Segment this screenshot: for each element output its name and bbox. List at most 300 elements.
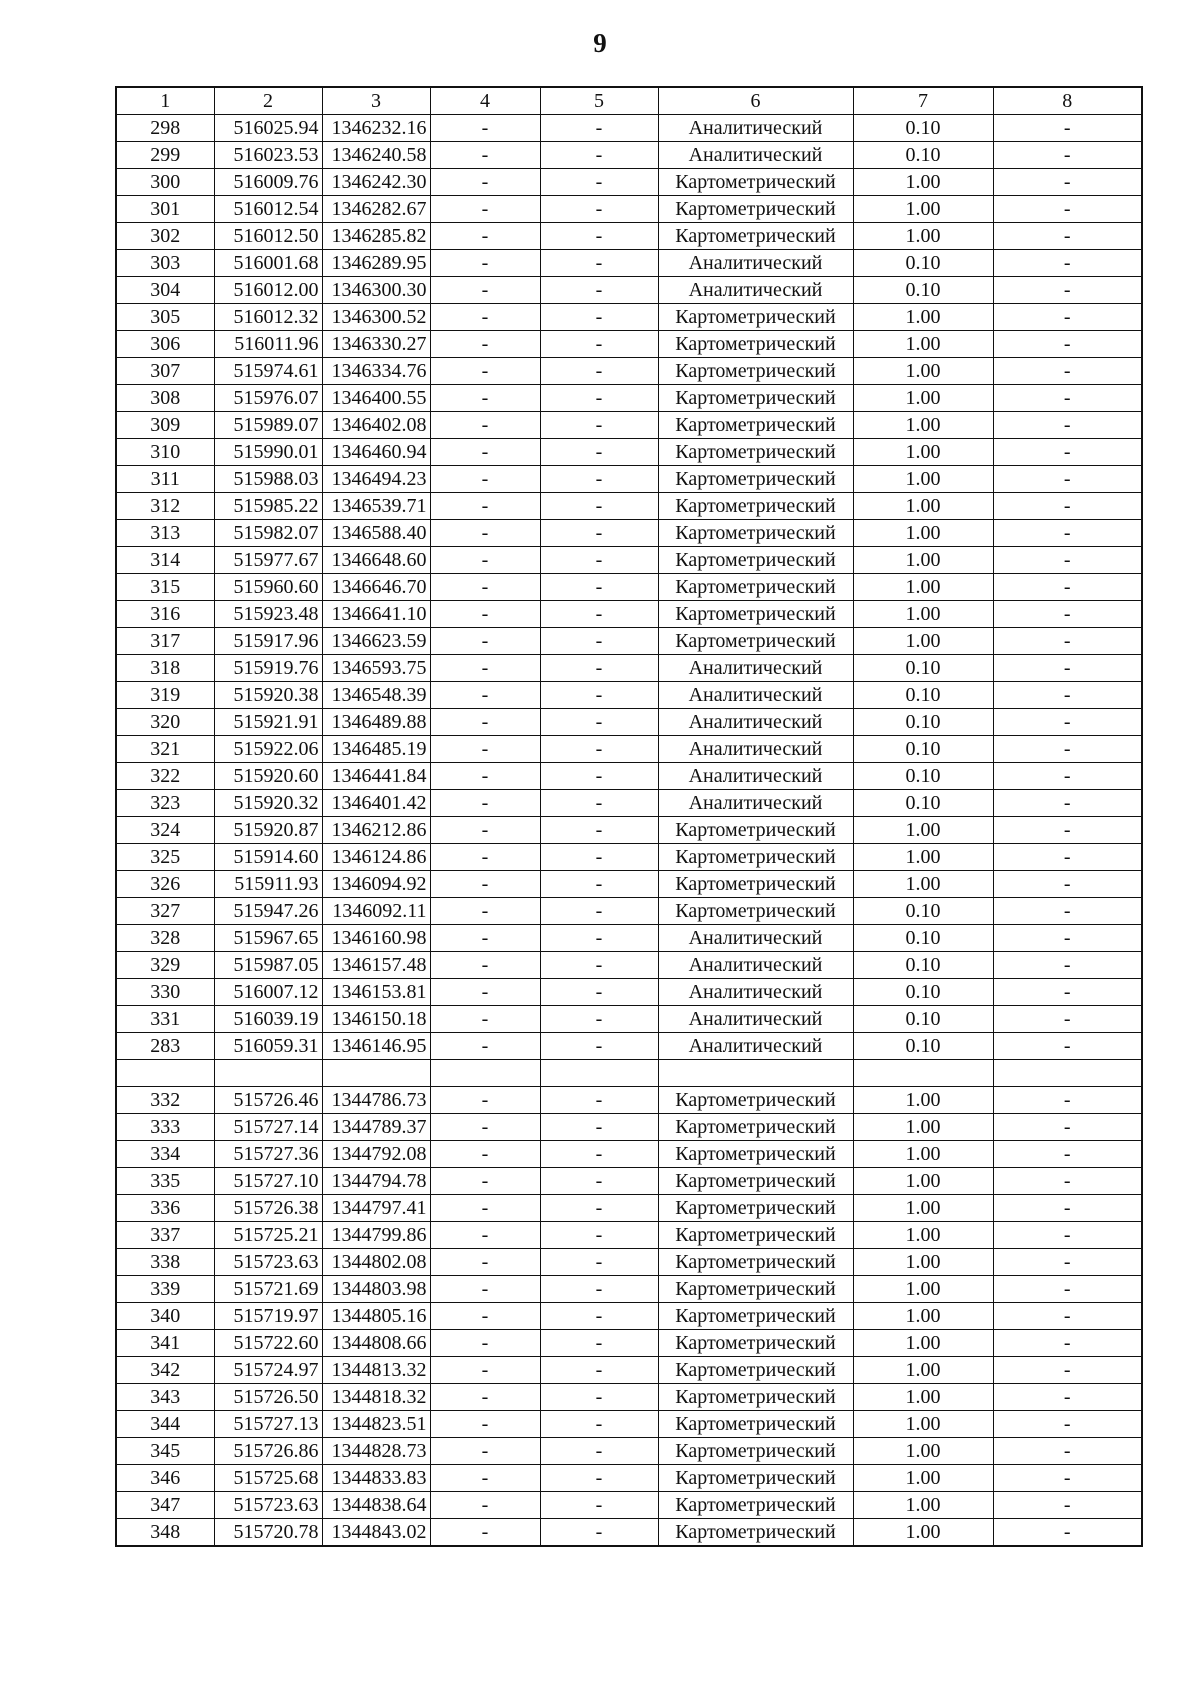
method-cell: Картометрический [658,1168,853,1195]
col5-cell: - [540,466,658,493]
col4-cell: - [430,844,540,871]
col8-cell [993,1060,1142,1087]
point-number-cell: 333 [116,1114,214,1141]
method-cell: Аналитический [658,979,853,1006]
col8-cell: - [993,385,1142,412]
accuracy-cell: 1.00 [853,628,993,655]
column-header-4: 4 [430,87,540,115]
point-number-cell: 343 [116,1384,214,1411]
x-coordinate-cell: 515726.38 [214,1195,322,1222]
method-cell: Картометрический [658,1141,853,1168]
method-cell: Картометрический [658,1330,853,1357]
col8-cell: - [993,331,1142,358]
table-row [116,331,1142,358]
x-coordinate-cell [214,1060,322,1087]
y-coordinate-cell: 1346300.52 [322,304,430,331]
table-row [116,844,1142,871]
point-number-cell: 312 [116,493,214,520]
col5-cell: - [540,304,658,331]
point-number-cell: 341 [116,1330,214,1357]
col4-cell: - [430,142,540,169]
accuracy-cell: 1.00 [853,574,993,601]
col8-cell: - [993,952,1142,979]
accuracy-cell: 1.00 [853,1465,993,1492]
method-cell: Аналитический [658,736,853,763]
col5-cell: - [540,169,658,196]
point-number-cell: 327 [116,898,214,925]
y-coordinate-cell: 1346623.59 [322,628,430,655]
point-number-cell: 298 [116,115,214,142]
x-coordinate-cell: 515723.63 [214,1249,322,1276]
accuracy-cell: 1.00 [853,1411,993,1438]
y-coordinate-cell: 1344833.83 [322,1465,430,1492]
x-coordinate-cell: 515724.97 [214,1357,322,1384]
col4-cell: - [430,1438,540,1465]
method-cell: Картометрический [658,1384,853,1411]
col8-cell: - [993,1438,1142,1465]
x-coordinate-cell: 516059.31 [214,1033,322,1060]
col4-cell: - [430,331,540,358]
method-cell: Картометрический [658,520,853,547]
table-row [116,115,1142,142]
accuracy-cell: 1.00 [853,1357,993,1384]
col8-cell: - [993,1276,1142,1303]
col8-cell: - [993,574,1142,601]
y-coordinate-cell: 1346092.11 [322,898,430,925]
y-coordinate-cell: 1346402.08 [322,412,430,439]
col8-cell: - [993,1330,1142,1357]
y-coordinate-cell: 1346094.92 [322,871,430,898]
col4-cell: - [430,385,540,412]
accuracy-cell: 0.10 [853,115,993,142]
col5-cell: - [540,1249,658,1276]
col8-cell: - [993,736,1142,763]
col4-cell: - [430,304,540,331]
col4-cell: - [430,925,540,952]
col8-cell: - [993,1006,1142,1033]
column-header-6: 6 [658,87,853,115]
table-row [116,682,1142,709]
method-cell: Картометрический [658,412,853,439]
col8-cell: - [993,547,1142,574]
method-cell: Аналитический [658,142,853,169]
col5-cell: - [540,1411,658,1438]
col5-cell: - [540,844,658,871]
col5-cell: - [540,412,658,439]
x-coordinate-cell: 515911.93 [214,871,322,898]
method-cell: Картометрический [658,304,853,331]
col8-cell: - [993,1087,1142,1114]
table-row [116,439,1142,466]
method-cell: Аналитический [658,277,853,304]
point-number-cell: 302 [116,223,214,250]
col5-cell: - [540,1438,658,1465]
x-coordinate-cell: 515947.26 [214,898,322,925]
table-row [116,925,1142,952]
col4-cell: - [430,574,540,601]
table-row [116,1384,1142,1411]
method-cell: Аналитический [658,1033,853,1060]
y-coordinate-cell: 1344808.66 [322,1330,430,1357]
table-row [116,1357,1142,1384]
y-coordinate-cell: 1346240.58 [322,142,430,169]
x-coordinate-cell: 515974.61 [214,358,322,385]
col5-cell: - [540,925,658,952]
accuracy-cell: 1.00 [853,1249,993,1276]
col8-cell: - [993,169,1142,196]
col4-cell: - [430,439,540,466]
point-number-cell: 329 [116,952,214,979]
method-cell: Картометрический [658,439,853,466]
col8-cell: - [993,466,1142,493]
col5-cell: - [540,682,658,709]
accuracy-cell: 1.00 [853,493,993,520]
col5-cell: - [540,439,658,466]
col5-cell [540,1060,658,1087]
col8-cell: - [993,1168,1142,1195]
x-coordinate-cell: 515914.60 [214,844,322,871]
table-row [116,493,1142,520]
accuracy-cell: 1.00 [853,844,993,871]
col5-cell: - [540,1087,658,1114]
method-cell: Картометрический [658,574,853,601]
col4-cell: - [430,1303,540,1330]
point-number-cell: 336 [116,1195,214,1222]
col4-cell: - [430,1141,540,1168]
col4-cell: - [430,493,540,520]
col8-cell: - [993,1195,1142,1222]
method-cell: Аналитический [658,925,853,952]
col4-cell: - [430,763,540,790]
y-coordinate-cell: 1346150.18 [322,1006,430,1033]
col4-cell: - [430,277,540,304]
col8-cell: - [993,412,1142,439]
method-cell: Картометрический [658,358,853,385]
point-number-cell: 310 [116,439,214,466]
y-coordinate-cell: 1346641.10 [322,601,430,628]
col4-cell: - [430,1168,540,1195]
method-cell: Картометрический [658,169,853,196]
col8-cell: - [993,1114,1142,1141]
col4-cell: - [430,412,540,439]
point-number-cell: 315 [116,574,214,601]
point-number-cell: 317 [116,628,214,655]
method-cell: Картометрический [658,1276,853,1303]
table-row [116,1033,1142,1060]
accuracy-cell [853,1060,993,1087]
x-coordinate-cell: 515923.48 [214,601,322,628]
accuracy-cell: 1.00 [853,304,993,331]
method-cell: Картометрический [658,223,853,250]
col4-cell: - [430,952,540,979]
col4-cell: - [430,709,540,736]
col4-cell: - [430,898,540,925]
x-coordinate-cell: 515920.32 [214,790,322,817]
col5-cell: - [540,574,658,601]
y-coordinate-cell: 1346212.86 [322,817,430,844]
y-coordinate-cell: 1344794.78 [322,1168,430,1195]
method-cell: Картометрический [658,1114,853,1141]
x-coordinate-cell: 515723.63 [214,1492,322,1519]
point-number-cell: 322 [116,763,214,790]
method-cell: Аналитический [658,1006,853,1033]
col4-cell: - [430,1357,540,1384]
point-number-cell: 308 [116,385,214,412]
accuracy-cell: 1.00 [853,1087,993,1114]
col5-cell: - [540,1465,658,1492]
x-coordinate-cell: 515990.01 [214,439,322,466]
point-number-cell: 319 [116,682,214,709]
accuracy-cell: 1.00 [853,223,993,250]
point-number-cell: 311 [116,466,214,493]
y-coordinate-cell: 1344823.51 [322,1411,430,1438]
col4-cell: - [430,817,540,844]
method-cell: Картометрический [658,1438,853,1465]
x-coordinate-cell: 515920.87 [214,817,322,844]
accuracy-cell: 0.10 [853,1006,993,1033]
x-coordinate-cell: 515920.60 [214,763,322,790]
accuracy-cell: 1.00 [853,412,993,439]
col4-cell: - [430,1411,540,1438]
table-row [116,1006,1142,1033]
col5-cell: - [540,736,658,763]
col8-cell: - [993,304,1142,331]
table-row [116,952,1142,979]
col5-cell: - [540,1114,658,1141]
x-coordinate-cell: 515727.36 [214,1141,322,1168]
accuracy-cell: 1.00 [853,1303,993,1330]
y-coordinate-cell: 1346124.86 [322,844,430,871]
point-number-cell [116,1060,214,1087]
col8-cell: - [993,1492,1142,1519]
method-cell: Картометрический [658,196,853,223]
point-number-cell: 331 [116,1006,214,1033]
method-cell: Картометрический [658,1357,853,1384]
y-coordinate-cell: 1344813.32 [322,1357,430,1384]
method-cell: Картометрический [658,1222,853,1249]
table-row [116,1168,1142,1195]
col4-cell: - [430,1384,540,1411]
col5-cell: - [540,898,658,925]
col8-cell: - [993,655,1142,682]
col5-cell: - [540,817,658,844]
col4-cell: - [430,1249,540,1276]
x-coordinate-cell: 515976.07 [214,385,322,412]
method-cell: Аналитический [658,952,853,979]
y-coordinate-cell: 1346648.60 [322,547,430,574]
method-cell: Картометрический [658,466,853,493]
point-number-cell: 324 [116,817,214,844]
col4-cell: - [430,358,540,385]
accuracy-cell: 0.10 [853,898,993,925]
col4-cell: - [430,223,540,250]
col8-cell: - [993,493,1142,520]
table-row [116,412,1142,439]
y-coordinate-cell: 1346330.27 [322,331,430,358]
method-cell: Картометрический [658,331,853,358]
col4-cell: - [430,1276,540,1303]
col5-cell: - [540,601,658,628]
x-coordinate-cell: 516025.94 [214,115,322,142]
col5-cell: - [540,223,658,250]
col8-cell: - [993,898,1142,925]
x-coordinate-cell: 515920.38 [214,682,322,709]
y-coordinate-cell: 1346146.95 [322,1033,430,1060]
accuracy-cell: 1.00 [853,358,993,385]
y-coordinate-cell: 1344792.08 [322,1141,430,1168]
point-number-cell: 320 [116,709,214,736]
point-number-cell: 344 [116,1411,214,1438]
method-cell: Картометрический [658,1303,853,1330]
col5-cell: - [540,790,658,817]
table-row [116,898,1142,925]
table-row [116,871,1142,898]
x-coordinate-cell: 516023.53 [214,142,322,169]
x-coordinate-cell: 516009.76 [214,169,322,196]
col4-cell: - [430,979,540,1006]
point-number-cell: 332 [116,1087,214,1114]
col5-cell: - [540,1519,658,1547]
point-number-cell: 328 [116,925,214,952]
method-cell: Картометрический [658,1411,853,1438]
point-number-cell: 316 [116,601,214,628]
y-coordinate-cell: 1346539.71 [322,493,430,520]
col5-cell: - [540,979,658,1006]
col4-cell: - [430,1330,540,1357]
table-row [116,1087,1142,1114]
x-coordinate-cell: 515726.50 [214,1384,322,1411]
col5-cell: - [540,250,658,277]
accuracy-cell: 1.00 [853,1519,993,1547]
accuracy-cell: 1.00 [853,1222,993,1249]
col8-cell: - [993,601,1142,628]
accuracy-cell: 1.00 [853,1141,993,1168]
col5-cell: - [540,763,658,790]
col4-cell: - [430,115,540,142]
point-number-cell: 342 [116,1357,214,1384]
table-row [116,223,1142,250]
y-coordinate-cell: 1344818.32 [322,1384,430,1411]
page-number: 9 [593,28,607,58]
col8-cell: - [993,250,1142,277]
y-coordinate-cell: 1346548.39 [322,682,430,709]
col8-cell: - [993,682,1142,709]
table-row [116,736,1142,763]
col8-cell: - [993,223,1142,250]
col5-cell: - [540,1222,658,1249]
col5-cell: - [540,1303,658,1330]
col8-cell: - [993,115,1142,142]
col8-cell: - [993,1384,1142,1411]
table-row [116,1519,1142,1547]
point-number-cell: 306 [116,331,214,358]
col8-cell: - [993,520,1142,547]
method-cell: Аналитический [658,763,853,790]
accuracy-cell: 1.00 [853,520,993,547]
method-cell: Аналитический [658,790,853,817]
point-number-cell: 334 [116,1141,214,1168]
col8-cell: - [993,1141,1142,1168]
col4-cell: - [430,790,540,817]
accuracy-cell: 0.10 [853,142,993,169]
col4-cell: - [430,1465,540,1492]
method-cell: Картометрический [658,547,853,574]
x-coordinate-cell: 515989.07 [214,412,322,439]
accuracy-cell: 1.00 [853,1276,993,1303]
col4-cell: - [430,1006,540,1033]
y-coordinate-cell: 1346489.88 [322,709,430,736]
table-row [116,1411,1142,1438]
x-coordinate-cell: 515720.78 [214,1519,322,1547]
col5-cell: - [540,493,658,520]
col8-cell: - [993,1357,1142,1384]
table-row [116,277,1142,304]
accuracy-cell: 0.10 [853,736,993,763]
point-number-cell: 347 [116,1492,214,1519]
point-number-cell: 346 [116,1465,214,1492]
col5-cell: - [540,1492,658,1519]
col5-cell: - [540,655,658,682]
x-coordinate-cell: 515960.60 [214,574,322,601]
accuracy-cell: 0.10 [853,682,993,709]
accuracy-cell: 1.00 [853,385,993,412]
accuracy-cell: 0.10 [853,979,993,1006]
y-coordinate-cell: 1346485.19 [322,736,430,763]
x-coordinate-cell: 516001.68 [214,250,322,277]
col5-cell: - [540,1033,658,1060]
col8-cell: - [993,196,1142,223]
y-coordinate-cell: 1344838.64 [322,1492,430,1519]
table-row [116,709,1142,736]
col8-cell: - [993,763,1142,790]
col5-cell: - [540,1006,658,1033]
col5-cell: - [540,952,658,979]
accuracy-cell: 1.00 [853,1114,993,1141]
accuracy-cell: 1.00 [853,871,993,898]
point-number-cell: 299 [116,142,214,169]
y-coordinate-cell: 1346300.30 [322,277,430,304]
col4-cell: - [430,1492,540,1519]
x-coordinate-cell: 515726.86 [214,1438,322,1465]
x-coordinate-cell: 515987.05 [214,952,322,979]
x-coordinate-cell: 515977.67 [214,547,322,574]
point-number-cell: 309 [116,412,214,439]
accuracy-cell: 1.00 [853,196,993,223]
point-number-cell: 305 [116,304,214,331]
col4-cell: - [430,169,540,196]
accuracy-cell: 1.00 [853,1195,993,1222]
point-number-cell: 348 [116,1519,214,1547]
col5-cell: - [540,1195,658,1222]
col8-cell: - [993,358,1142,385]
col8-cell: - [993,628,1142,655]
col8-cell: - [993,1249,1142,1276]
col4-cell [430,1060,540,1087]
table-row [116,250,1142,277]
table-row [116,520,1142,547]
accuracy-cell: 1.00 [853,466,993,493]
accuracy-cell: 0.10 [853,790,993,817]
col4-cell: - [430,628,540,655]
y-coordinate-cell: 1346160.98 [322,925,430,952]
col4-cell: - [430,547,540,574]
y-coordinate-cell: 1346460.94 [322,439,430,466]
table-row [116,547,1142,574]
y-coordinate-cell: 1346334.76 [322,358,430,385]
point-number-cell: 326 [116,871,214,898]
col8-cell: - [993,709,1142,736]
col5-cell: - [540,142,658,169]
